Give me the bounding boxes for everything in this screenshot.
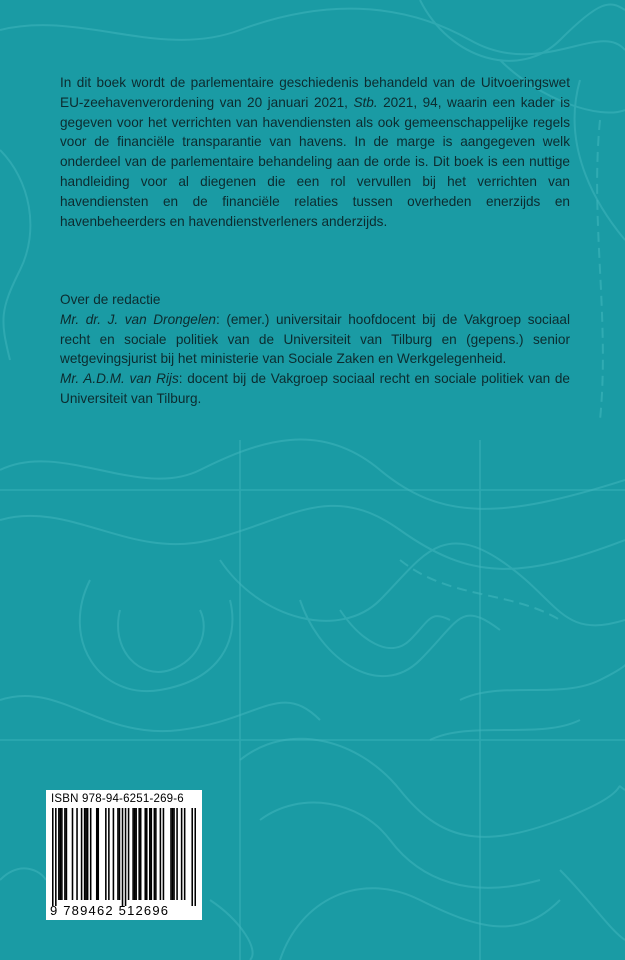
barcode-bar	[132, 808, 134, 900]
barcode-bar	[155, 808, 157, 900]
barcode-bar	[81, 808, 83, 900]
barcode-bar	[96, 808, 98, 900]
barcode-bar	[87, 808, 89, 900]
barcode-bar	[149, 808, 151, 900]
barcode-bar	[160, 808, 162, 900]
barcode-bar	[60, 808, 62, 900]
barcode-bar	[61, 808, 63, 900]
barcode-bar	[146, 808, 148, 900]
barcode-bar	[154, 808, 156, 900]
barcode-bar	[76, 808, 78, 900]
book-description	[60, 73, 570, 231]
barcode-bar	[105, 808, 107, 900]
editor-entry	[60, 369, 570, 409]
editor-entry	[60, 310, 570, 369]
barcode-bar	[163, 808, 165, 900]
barcode-bar	[135, 808, 137, 900]
barcode-bar	[108, 808, 110, 900]
barcode-guard-bar	[194, 808, 196, 906]
barcode-bar	[176, 808, 178, 900]
barcode-bars	[52, 808, 196, 906]
isbn-label: ISBN 978-94-6251-269-6	[51, 793, 184, 805]
description-text-1: In dit boek wordt de parlementaire geschiedenis behandeld van de Uitvoeringswet EU-zeehavenverordening van 20 januari 2021,	[60, 75, 570, 110]
barcode-guard-bar	[191, 808, 193, 906]
barcode-guard-bar	[125, 808, 127, 906]
barcode-bar	[85, 808, 87, 900]
editor-name: Mr. dr. J. van Drongelen	[60, 311, 216, 327]
isbn-barcode	[46, 790, 202, 920]
barcode-bar	[119, 808, 121, 900]
barcode-bar	[172, 808, 174, 900]
barcode-bar	[90, 808, 92, 900]
barcode-bar	[117, 808, 119, 900]
editor-name: Mr. A.D.M. van Rijs	[60, 371, 179, 387]
barcode-bar	[140, 808, 142, 900]
barcode-bar	[184, 808, 186, 900]
barcode-bar	[134, 808, 136, 900]
description-text-2: 2021, 94, waarin een kader is gegeven voor het verrichten van havendiensten als ook gemeenschappelijke regels voor de financiële transparantie van havens. In de marge is aangegeven welk onderdeel van de parlementaire behandeling aan de orde is. Dit boek is een nuttige handleiding voor al diegenen die een rol vervullen bij het verrichten van havendiensten en de financiële relaties tussen overheden enerzijds en havenbeheerders en havendienstverleners anderzijds.	[60, 94, 571, 229]
barcode-bar	[64, 808, 66, 900]
editor-description: : docent bij de Vakgroep sociaal recht en sociale politiek van de Universiteit van Tilburg.	[60, 371, 570, 406]
barcode-digits: 9 789462 512696	[50, 903, 170, 918]
barcode-bar	[128, 808, 130, 900]
description-citation: Stb.	[353, 94, 378, 110]
barcode-bar	[66, 808, 68, 900]
barcode-bar	[113, 808, 115, 900]
barcode-bar	[170, 808, 172, 900]
barcode-bar	[97, 808, 99, 900]
editors-heading: Over de redactie	[60, 292, 161, 307]
barcode-guard-bar	[55, 808, 57, 906]
editor-description: : (emer.) universitair hoofdocent bij de Vakgroep sociaal recht en sociale politiek van de Universiteit van Tilburg en (gepens.) senior wetgevingsjurist bij het ministerie van Sociale Zaken en Werkgelegenheid.	[60, 311, 571, 367]
barcode-bar	[72, 808, 74, 900]
barcode-bar	[138, 808, 140, 900]
barcode-bar	[173, 808, 175, 900]
barcode-bar	[151, 808, 153, 900]
barcode-guard-bar	[52, 808, 54, 906]
barcode-guard-bar	[122, 808, 124, 906]
barcode-bar	[58, 808, 60, 900]
barcode-bar	[84, 808, 86, 900]
barcode-bar	[144, 808, 146, 900]
editors-section	[60, 290, 570, 409]
barcode-bar	[181, 808, 183, 900]
